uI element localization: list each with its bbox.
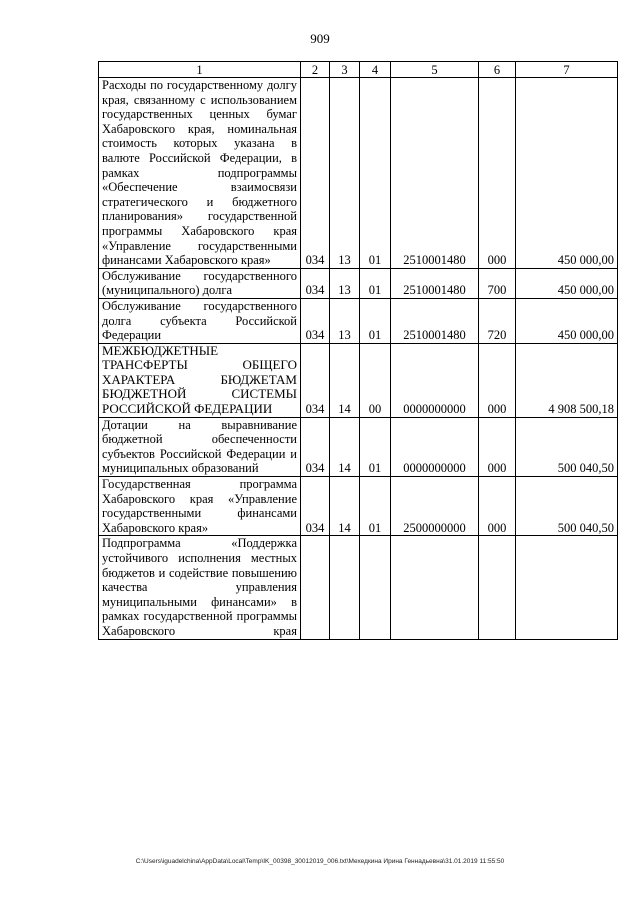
page-number: 909 bbox=[310, 31, 330, 46]
cell-subsection bbox=[360, 536, 391, 639]
table-header-row bbox=[99, 62, 618, 78]
column-header: 6 bbox=[479, 62, 516, 78]
cell-target-article: 0000000000 bbox=[391, 417, 479, 476]
column-header: 2 bbox=[301, 62, 330, 78]
cell-section: 13 bbox=[330, 78, 360, 269]
budget-table bbox=[98, 61, 618, 640]
cell-expense-type: 000 bbox=[479, 477, 516, 536]
cell-ministry: 034 bbox=[301, 298, 330, 343]
row-description: Обслуживание государственного (муниципального) долга bbox=[99, 268, 301, 298]
cell-ministry: 034 bbox=[301, 343, 330, 417]
cell-amount: 450 000,00 bbox=[516, 78, 618, 269]
table-row bbox=[99, 477, 618, 536]
cell-expense-type: 000 bbox=[479, 78, 516, 269]
cell-target-article: 2510001480 bbox=[391, 268, 479, 298]
cell-ministry: 034 bbox=[301, 417, 330, 476]
cell-expense-type: 000 bbox=[479, 417, 516, 476]
cell-expense-type bbox=[479, 536, 516, 639]
row-description: Дотации на выравнивание бюджетной обеспеченности субъектов Российской Федерации и муниципальных образований bbox=[99, 417, 301, 476]
cell-subsection: 01 bbox=[360, 417, 391, 476]
cell-section: 13 bbox=[330, 268, 360, 298]
cell-expense-type: 720 bbox=[479, 298, 516, 343]
row-description: Обслуживание государственного долга субъекта Российской Федерации bbox=[99, 298, 301, 343]
cell-subsection: 01 bbox=[360, 268, 391, 298]
cell-subsection: 00 bbox=[360, 343, 391, 417]
row-description: МЕЖБЮДЖЕТНЫЕ ТРАНСФЕРТЫ ОБЩЕГО ХАРАКТЕРА БЮДЖЕТАМ БЮДЖЕТНОЙ СИСТЕМЫ РОССИЙСКОЙ ФЕДЕРАЦИИ bbox=[99, 343, 301, 417]
column-header: 7 bbox=[516, 62, 618, 78]
table-row bbox=[99, 298, 618, 343]
cell-amount: 500 040,50 bbox=[516, 417, 618, 476]
cell-target-article: 2500000000 bbox=[391, 477, 479, 536]
cell-section bbox=[330, 536, 360, 639]
table-row bbox=[99, 78, 618, 269]
cell-expense-type: 700 bbox=[479, 268, 516, 298]
column-header: 4 bbox=[360, 62, 391, 78]
cell-amount: 500 040,50 bbox=[516, 477, 618, 536]
cell-subsection: 01 bbox=[360, 298, 391, 343]
table-row bbox=[99, 536, 618, 639]
cell-target-article bbox=[391, 536, 479, 639]
cell-section: 14 bbox=[330, 343, 360, 417]
cell-amount bbox=[516, 536, 618, 639]
table-row bbox=[99, 417, 618, 476]
cell-section: 13 bbox=[330, 298, 360, 343]
cell-amount: 4 908 500,18 bbox=[516, 343, 618, 417]
column-header: 5 bbox=[391, 62, 479, 78]
row-description: Подпрограмма «Поддержка устойчивого исполнения местных бюджетов и содействие повышению качества управления муниципальными финансами» в рамках государственной программы Хабаровского края bbox=[99, 536, 301, 639]
cell-ministry: 034 bbox=[301, 78, 330, 269]
row-description: Расходы по государственному долгу края, связанному с использованием государственных ценных бумаг Хабаровского края, номинальная стоимость которых указана в валюте Российской Федерации, в рамках подпрограммы «Обеспечение взаимосвязи стратегического и бюджетного планирования» государственной программы Хабаровского края «Управление государственными финансами Хабаровского края» bbox=[99, 78, 301, 269]
cell-target-article: 2510001480 bbox=[391, 298, 479, 343]
cell-ministry: 034 bbox=[301, 268, 330, 298]
table-row bbox=[99, 268, 618, 298]
cell-target-article: 0000000000 bbox=[391, 343, 479, 417]
cell-subsection: 01 bbox=[360, 477, 391, 536]
row-description: Государственная программа Хабаровского края «Управление государственными финансами Хабаровского края» bbox=[99, 477, 301, 536]
table-row bbox=[99, 343, 618, 417]
cell-ministry bbox=[301, 536, 330, 639]
column-header: 1 bbox=[99, 62, 301, 78]
column-header: 3 bbox=[330, 62, 360, 78]
cell-amount: 450 000,00 bbox=[516, 298, 618, 343]
cell-expense-type: 000 bbox=[479, 343, 516, 417]
cell-target-article: 2510001480 bbox=[391, 78, 479, 269]
file-path-footer: C:\Users\iguadelchina\AppData\Local\Temp\IK_00398_30012019_006.txt\Мехедкина Ирина Геннадьевна\31.01.2019 11:55:50 bbox=[135, 858, 505, 865]
cell-amount: 450 000,00 bbox=[516, 268, 618, 298]
cell-ministry: 034 bbox=[301, 477, 330, 536]
cell-section: 14 bbox=[330, 417, 360, 476]
cell-section: 14 bbox=[330, 477, 360, 536]
cell-subsection: 01 bbox=[360, 78, 391, 269]
